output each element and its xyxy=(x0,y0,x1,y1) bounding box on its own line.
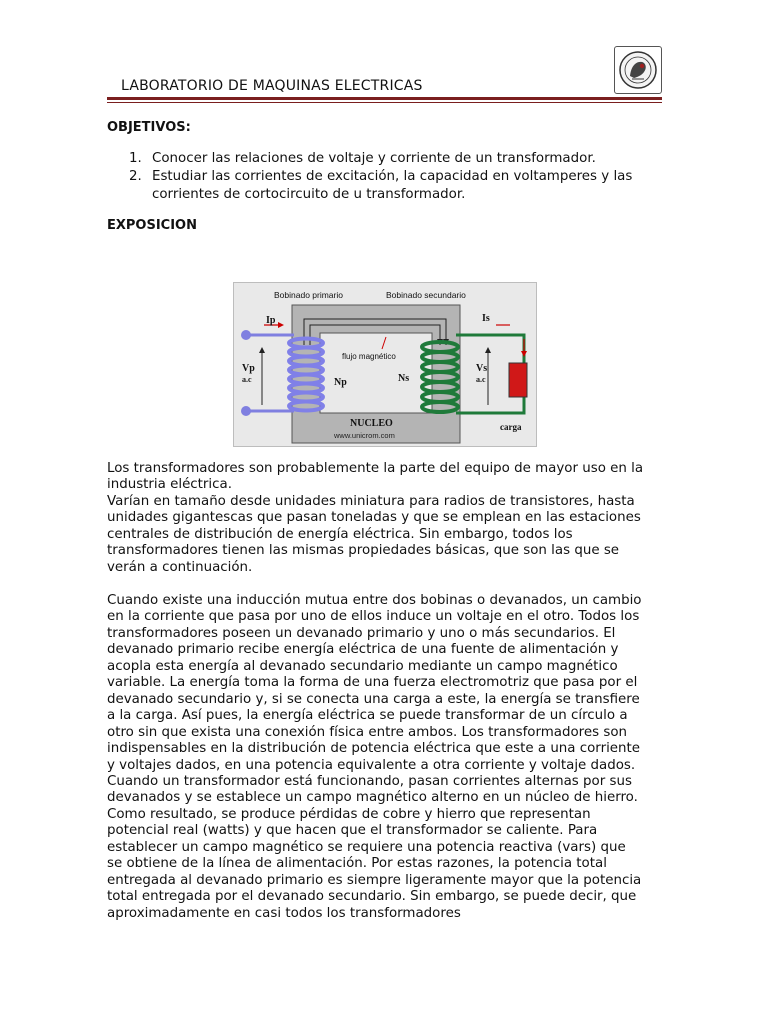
header-rule-thin xyxy=(107,102,662,103)
label-vp: Vp xyxy=(242,363,255,374)
university-logo xyxy=(614,46,662,94)
text-line: unidades gigantescas que pasan toneladas y que se emplean en las estaciones xyxy=(107,510,641,526)
text-line: se obtiene de la línea de alimentación. Por estas razones, la potencia total xyxy=(107,856,607,872)
label-primary-winding: Bobinado primario xyxy=(274,290,343,300)
text-line: variable. La energía toma la forma de una fuerza electromotriz que pasa por el xyxy=(107,675,638,691)
core-window xyxy=(320,333,432,413)
text-line: Los transformadores son probablemente la parte del equipo de mayor uso en la xyxy=(107,461,644,476)
text-line: aproximadamente en casi todos los transformadores xyxy=(107,905,461,921)
text-line: potencial real (watts) y que hacen que el transformador se caliente. Para xyxy=(107,823,598,839)
text-line: devanado primario recibe energía eléctrica de una fuente de alimentación y xyxy=(107,642,619,658)
text-line: Varían en tamaño desde unidades miniatura para radios de transistores, hasta xyxy=(107,493,635,509)
label-load: carga xyxy=(500,422,522,432)
text-line: total entregada por el devanado secundario. Sin embargo, se puede decir, que xyxy=(107,889,637,905)
text-line: centrales de distribución de energía eléctrica. Sin embargo, todos los xyxy=(107,526,573,542)
load-resistor xyxy=(509,363,527,397)
label-secondary-winding: Bobinado secundario xyxy=(386,290,466,300)
text-line: Cuando un transformador está funcionando, pasan corrientes alternas por sus xyxy=(107,773,632,789)
body-paragraph-1 xyxy=(107,461,661,576)
label-vs-ac: a.c xyxy=(476,375,486,384)
text-line: Como resultado, se produce pérdidas de cobre y hierro que representan xyxy=(107,806,591,822)
text-line: industria eléctrica. xyxy=(107,477,232,493)
primary-coil xyxy=(289,339,323,411)
objectives-heading: OBJETIVOS: xyxy=(107,120,191,135)
label-vs: Vs xyxy=(476,363,488,374)
list-item-number: 1. xyxy=(129,151,142,166)
label-is: Is xyxy=(482,313,490,324)
document-header-title: LABORATORIO DE MAQUINAS ELECTRICAS xyxy=(121,78,423,94)
header-rule-thick xyxy=(107,97,662,100)
label-url: www.unicrom.com xyxy=(334,431,395,440)
label-core: NUCLEO xyxy=(350,418,393,429)
transformer-diagram xyxy=(233,282,537,447)
text-line: a la carga. Así pues, la energía eléctrica se puede transformar de un círculo a xyxy=(107,708,628,724)
list-item xyxy=(107,150,667,168)
text-line: indispensables en la distribución de potencia eléctrica que este a una corriente xyxy=(107,741,641,757)
label-ip: Ip xyxy=(266,315,276,326)
text-line: otro sin que exista una conexión física entre ambos. Los transformadores son xyxy=(107,724,628,740)
list-item-number: 2. xyxy=(129,169,142,184)
text-line: transformadores poseen un devanado primario y uno o más secundarios. El xyxy=(107,625,616,641)
list-item xyxy=(107,168,667,204)
text-line: verán a continuación. xyxy=(107,559,253,575)
label-np: Np xyxy=(334,377,347,388)
list-item-text: corrientes de cortocircuito de u transformador. xyxy=(152,187,466,202)
text-line: devanados y se establece un campo magnético alterno en un núcleo de hierro. xyxy=(107,790,638,806)
label-ns: Ns xyxy=(398,373,410,384)
text-line: establecer un campo magnético se requiere una potencia reactiva (vars) que xyxy=(107,839,626,855)
body-paragraph-2 xyxy=(107,593,661,922)
list-item-text: Conocer las relaciones de voltaje y corriente de un transformador. xyxy=(152,151,596,166)
text-line: entregada al devanado primario es siempre ligeramente mayor que la potencia xyxy=(107,872,642,888)
exposition-heading: EXPOSICION xyxy=(107,218,197,233)
text-line: transformadores tienen las mismas propiedades básicas, que son las que se xyxy=(107,543,620,559)
objectives-list xyxy=(107,150,667,204)
seal-icon xyxy=(618,50,658,90)
list-item-text: Estudiar las corrientes de excitación, la capacidad en voltamperes y las xyxy=(152,169,633,184)
label-vp-ac: a.c xyxy=(242,375,252,384)
text-line: devanado secundario y, si se conecta una carga a este, la energía se transfiere xyxy=(107,691,640,707)
text-line: y voltajes dados, en una potencia equivalente a otra corriente y voltaje dados. xyxy=(107,757,636,773)
label-flux: flujo magnético xyxy=(342,352,396,361)
text-line: en la corriente que pasa por uno de ellos induce un voltaje en el otro. Todos los xyxy=(107,609,640,625)
text-line: Cuando existe una inducción mutua entre dos bobinas o devanados, un cambio xyxy=(107,593,642,608)
text-line: acopla esta energía al devanado secundario mediante un campo magnético xyxy=(107,658,618,674)
